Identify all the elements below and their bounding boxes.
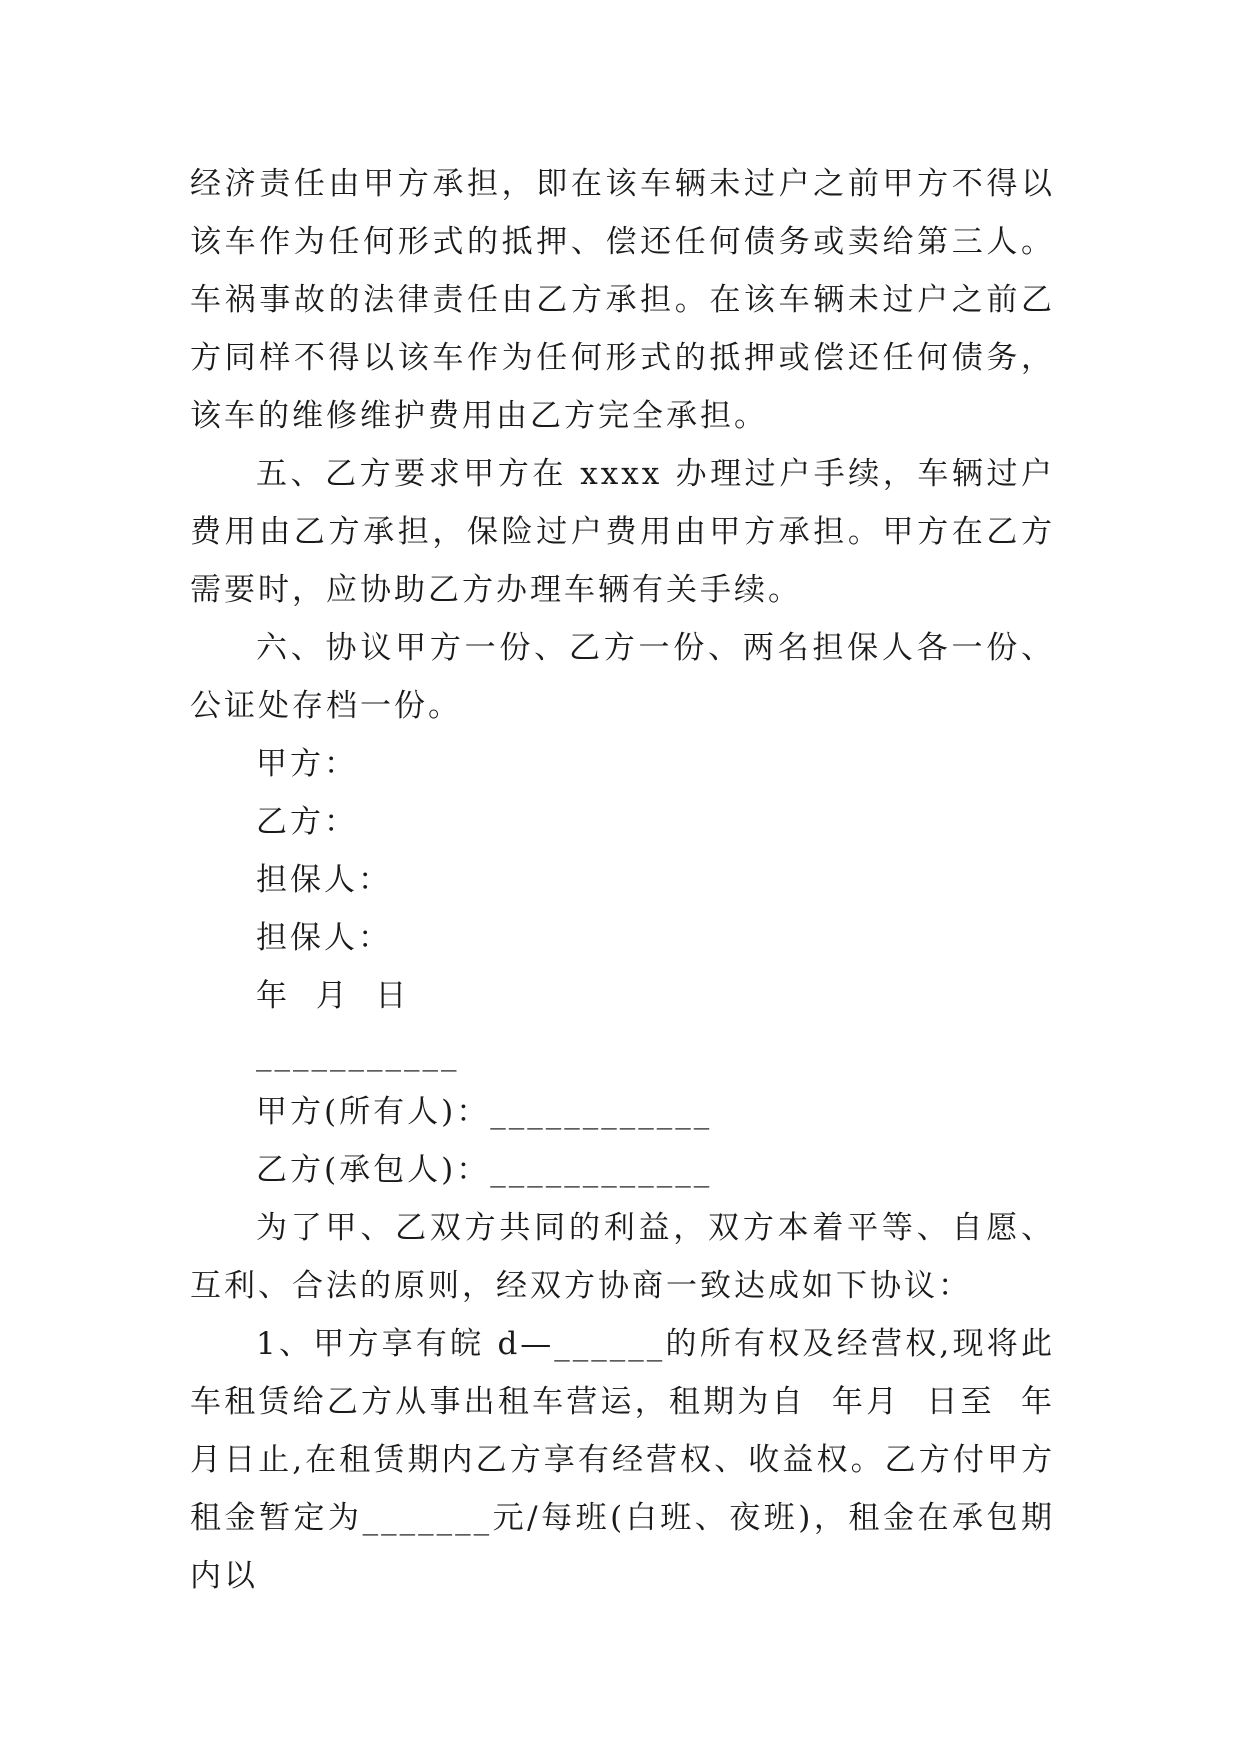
signature-guarantor-1: 担保人： [256, 862, 392, 898]
party-a-owner-line: 甲方(所有人)：____________ [256, 1094, 713, 1130]
paragraph-clause-five: 五、乙方要求甲方在 xxxx 办理过户手续，车辆过户费用由乙方承担，保险过户费用由甲方承担。甲方在乙方需要时，应协助乙方办理车辆有关手续。 [190, 456, 1055, 608]
document-body [190, 155, 1081, 1605]
signature-guarantor-2: 担保人： [256, 920, 392, 956]
paragraph-clause-one: 1、甲方享有皖 d—______的所有权及经营权,现将此车租赁给乙方从事出租车营运，租期为自 年月 日至 年 月日止,在租赁期内乙方享有经营权、收益权。乙方付甲方租金暂定为_______元/每班(白班、夜班)，租金在承包期内以 [190, 1326, 1081, 1594]
section-divider: ___________ [256, 1036, 460, 1072]
party-b-contractor-line: 乙方(承包人)：____________ [256, 1152, 713, 1188]
signature-date: 年 月 日 [256, 978, 410, 1014]
paragraph-liability: 经济责任由甲方承担，即在该车辆未过户之前甲方不得以该车作为任何形式的抵押、偿还任何债务或卖给第三人。车祸事故的法律责任由乙方承担。在该车辆未过户之前乙方同样不得以该车作为任何形式的抵押或偿还任何债务，该车的维修维护费用由乙方完全承担。 [190, 166, 1055, 434]
signature-party-b: 乙方： [256, 804, 358, 840]
paragraph-clause-six: 六、协议甲方一份、乙方一份、两名担保人各一份、公证处存档一份。 [190, 630, 1055, 724]
signature-party-a: 甲方： [256, 746, 358, 782]
paragraph-preamble: 为了甲、乙双方共同的利益，双方本着平等、自愿、互利、合法的原则，经双方协商一致达成如下协议： [190, 1210, 1055, 1304]
